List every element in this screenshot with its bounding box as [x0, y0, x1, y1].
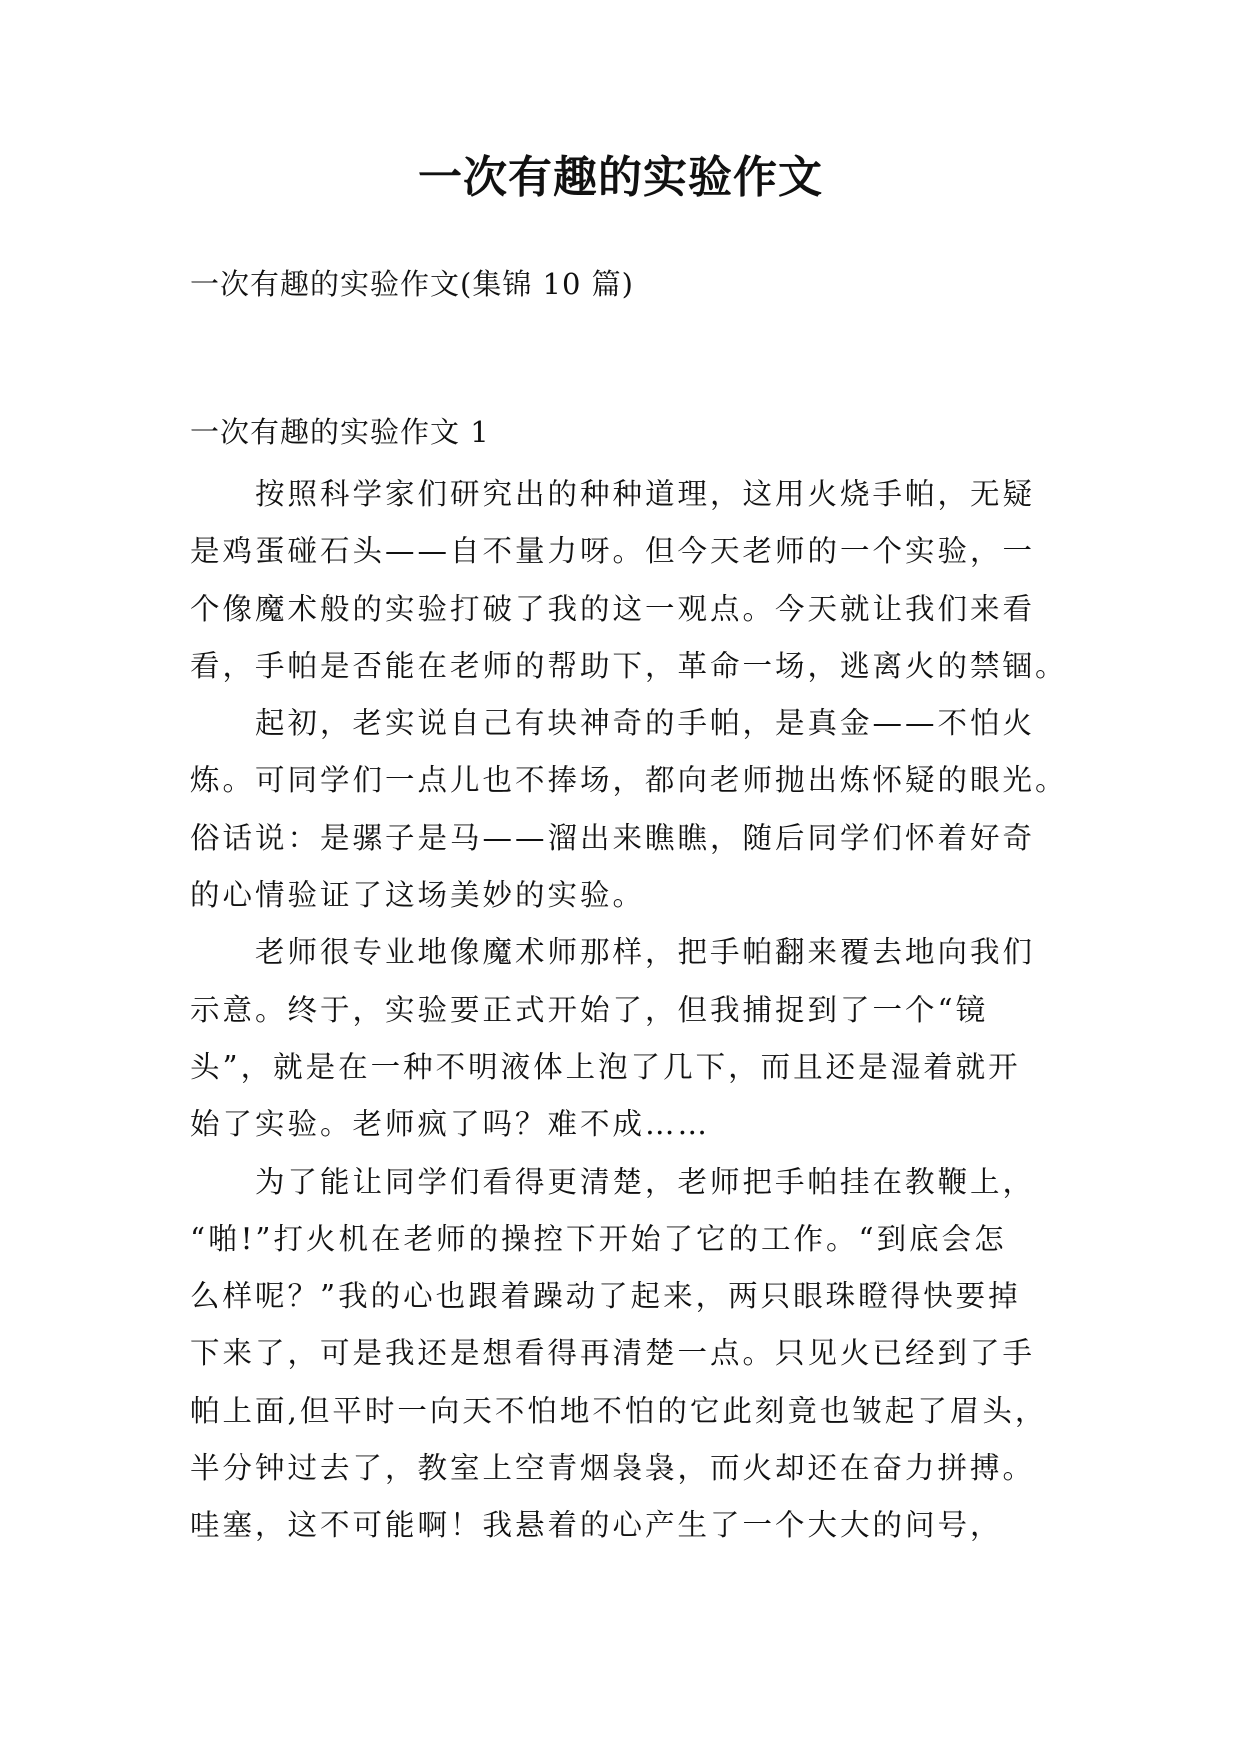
document-title: 一次有趣的实验作文	[418, 152, 823, 203]
paragraph-1	[190, 466, 1080, 695]
essay-body	[190, 466, 1080, 1555]
paragraph-line: 为了能让同学们看得更清楚，老师把手帕挂在教鞭上，	[255, 1164, 1036, 1199]
paragraph-line: 半分钟过去了，教室上空青烟袅袅，而火却还在奋力拼搏。	[190, 1451, 1036, 1486]
paragraph-line: 头”，就是在一种不明液体上泡了几下，而且还是湿着就开	[190, 1049, 1021, 1084]
paragraph-line: 始了实验。老师疯了吗？难不成……	[190, 1107, 711, 1142]
paragraph-line: 哇塞，这不可能啊！我悬着的心产生了一个大大的问号，	[190, 1508, 1003, 1543]
paragraph-line: 示意。终于，实验要正式开始了，但我捕捉到了一个“镜	[190, 992, 989, 1027]
paragraph-4	[190, 1154, 1080, 1555]
paragraph-line: 的心情验证了这场美妙的实验。	[190, 878, 646, 913]
paragraph-line: “啪!”打火机在老师的操控下开始了它的工作。“到底会怎	[190, 1221, 1007, 1256]
paragraph-line: 看，手帕是否能在老师的帮助下，革命一场，逃离火的禁锢。	[190, 648, 1068, 683]
paragraph-line: 下来了，可是我还是想看得再清楚一点。只见火已经到了手	[190, 1336, 1036, 1371]
paragraph-line: 俗话说：是骡子是马——溜出来瞧瞧，随后同学们怀着好奇	[190, 820, 1036, 855]
paragraph-line: 么样呢？”我的心也跟着躁动了起来，两只眼珠瞪得快要掉	[190, 1279, 1021, 1314]
section-heading: 一次有趣的实验作文 1	[190, 415, 490, 449]
paragraph-line: 帕上面,但平时一向天不怕地不怕的它此刻竟也皱起了眉头，	[190, 1393, 1048, 1428]
document-subtitle: 一次有趣的实验作文(集锦 10 篇)	[190, 267, 634, 301]
paragraph-line: 起初，老实说自己有块神奇的手帕，是真金——不怕火	[255, 706, 1036, 741]
paragraph-line: 老师很专业地像魔术师那样，把手帕翻来覆去地向我们	[255, 935, 1036, 970]
paragraph-3	[190, 924, 1080, 1153]
paragraph-2	[190, 695, 1080, 924]
paragraph-line: 个像魔术般的实验打破了我的这一观点。今天就让我们来看	[190, 591, 1036, 626]
paragraph-line: 是鸡蛋碰石头——自不量力呀。但今天老师的一个实验，一	[190, 534, 1036, 569]
paragraph-line: 炼。可同学们一点儿也不捧场，都向老师抛出炼怀疑的眼光。	[190, 763, 1068, 798]
paragraph-line: 按照科学家们研究出的种种道理，这用火烧手帕，无疑	[255, 477, 1036, 511]
